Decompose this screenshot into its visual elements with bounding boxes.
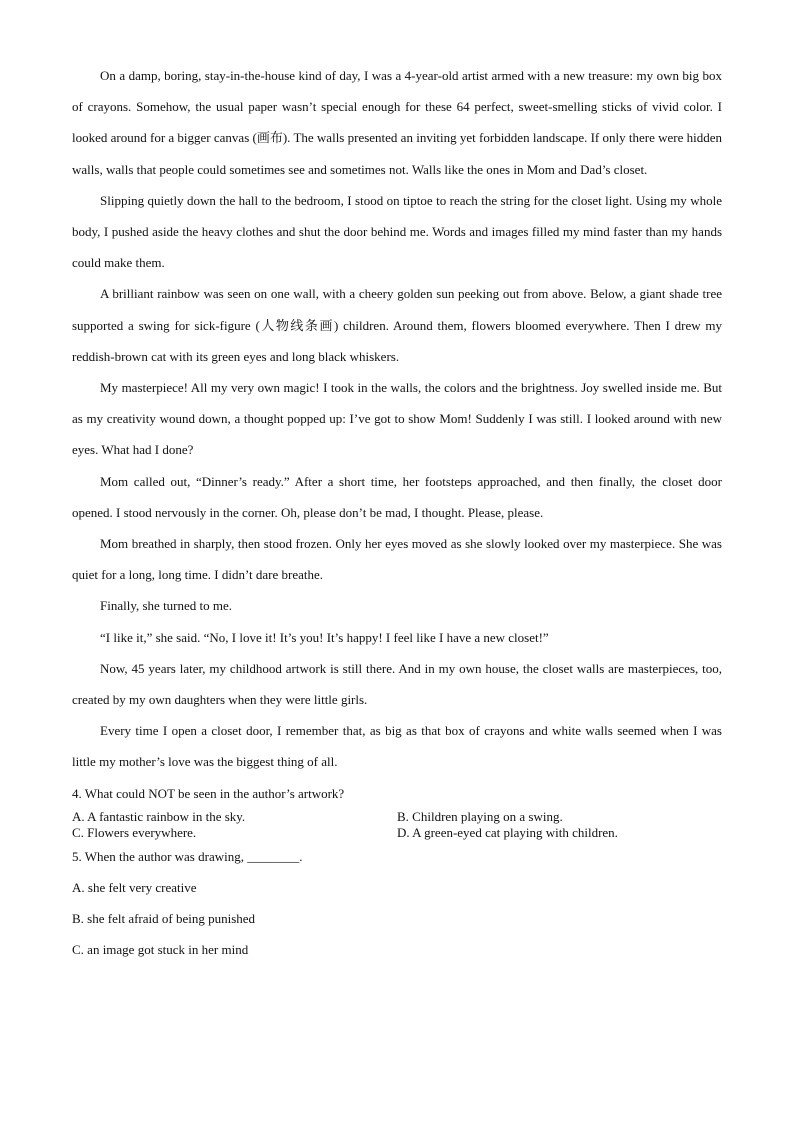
passage <box>72 60 722 966</box>
question-4-stem: 4. What could NOT be seen in the author’s artwork? <box>72 785 345 801</box>
question-5-stem: 5. When the author was drawing, ________. <box>72 848 303 864</box>
paragraph-1: On a damp, boring, stay-in-the-house kind of day, I was a 4-year-old artist armed with a new treasure: my own big box of crayons. Somehow, the usual paper wasn’t special enough for these 64 perfect, sweet-smelling sticks of vivid color. I looked around for a bigger canvas (画布). The walls presented an inviting yet forbidden landscape. If only there were hidden walls, walls that people could sometimes see and sometimes not. Walls like the ones in Mom and Dad’s closet. <box>72 68 722 177</box>
question-4-options-row-1 <box>72 809 722 825</box>
paragraph-7: Finally, she turned to me. <box>100 598 233 614</box>
paragraph-6: Mom breathed in sharply, then stood frozen. Only her eyes moved as she slowly looked over my masterpiece. She was quiet for a long, long time. I didn’t dare breathe. <box>72 536 722 583</box>
question-5-option-a[interactable]: A. she felt very creative <box>72 880 197 896</box>
question-4-option-b[interactable]: B. Children playing on a swing. <box>397 808 563 824</box>
question-4-option-d[interactable]: D. A green-eyed cat playing with children. <box>397 824 618 840</box>
paragraph-4: My masterpiece! All my very own magic! I took in the walls, the colors and the brightness. Joy swelled inside me. But as my creativity wound down, a thought popped up: I’ve got to show Mom! Suddenly I was still. I looked around with new eyes. What had I done? <box>72 380 722 458</box>
paragraph-5: Mom called out, “Dinner’s ready.” After a short time, her footsteps approached, and then finally, the closet door opened. I stood nervously in the corner. Oh, please don’t be mad, I thought. Please, please. <box>72 473 722 520</box>
paragraph-10: Every time I open a closet door, I remember that, as big as that box of crayons and white walls seemed when I was little my mother’s love was the biggest thing of all. <box>72 723 722 770</box>
paragraph-8: “I like it,” she said. “No, I love it! It’s you! It’s happy! I feel like I have a new closet!” <box>100 629 549 645</box>
question-5 <box>72 841 722 966</box>
question-4 <box>72 778 722 841</box>
paragraph-9: Now, 45 years later, my childhood artwork is still there. And in my own house, the closet walls are masterpieces, too, created by my own daughters when they were little girls. <box>72 660 722 708</box>
question-4-option-c[interactable]: C. Flowers everywhere. <box>72 824 197 840</box>
paragraph-3: A brilliant rainbow was seen on one wall, with a cheery golden sun peeking out from above. Below, a giant shade tree supported a swing for sick-figure (人物线条画) children. Around them, flowers bloomed everywhere. Then I drew my reddish-brown cat with its green eyes and long black whiskers. <box>72 286 722 364</box>
question-4-option-a[interactable]: A. A fantastic rainbow in the sky. <box>72 808 246 824</box>
question-5-option-b[interactable]: B. she felt afraid of being punished <box>72 911 256 927</box>
question-5-option-c[interactable]: C. an image got stuck in her mind <box>72 942 249 958</box>
question-4-options-row-2 <box>72 825 722 841</box>
paragraph-2: Slipping quietly down the hall to the bedroom, I stood on tiptoe to reach the string for the closet light. Using my whole body, I pushed aside the heavy clothes and shut the door behind me. Words and images filled my mind faster than my hands could make them. <box>72 192 722 271</box>
